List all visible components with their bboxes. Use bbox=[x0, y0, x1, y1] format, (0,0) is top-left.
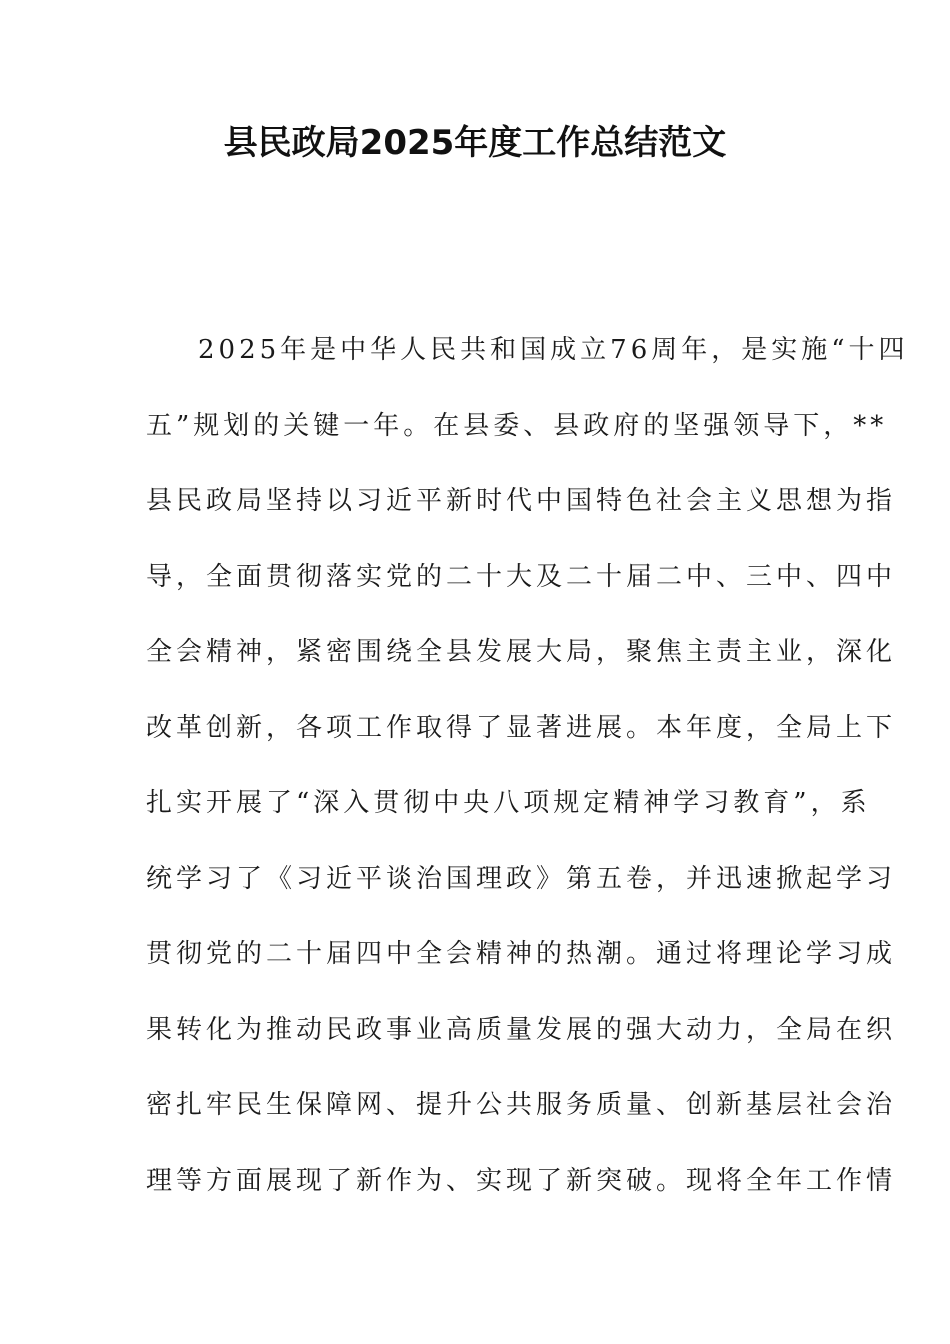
body-line-8: 统学习了《习近平谈治国理政》第五卷，并迅速掀起学习 bbox=[146, 863, 897, 894]
body-line-1: 2025年是中华人民共和国成立76周年，是实施“十四 bbox=[198, 335, 909, 365]
body-line-7: 扎实开展了“深入贯彻中央八项规定精神学习教育”，系 bbox=[146, 788, 871, 818]
body-line-2: 五”规划的关键一年。在县委、县政府的坚强领导下，** bbox=[146, 410, 888, 441]
body-line-3: 县民政局坚持以习近平新时代中国特色社会主义思想为指 bbox=[146, 486, 897, 516]
body-line-10: 果转化为推动民政事业高质量发展的强大动力，全局在织 bbox=[146, 1014, 897, 1045]
body-line-4: 导，全面贯彻落实党的二十大及二十届二中、三中、四中 bbox=[146, 561, 897, 592]
body-line-9: 贯彻党的二十届四中全会精神的热潮。通过将理论学习成 bbox=[146, 939, 897, 969]
body-line-11: 密扎牢民生保障网、提升公共服务质量、创新基层社会治 bbox=[146, 1090, 897, 1120]
body-line-6: 改革创新，各项工作取得了显著进展。本年度，全局上下 bbox=[146, 712, 897, 743]
document-title: 县民政局2025年度工作总结范文 bbox=[223, 123, 727, 163]
body-line-5: 全会精神，紧密围绕全县发展大局，聚焦主责主业，深化 bbox=[146, 637, 897, 667]
body-line-12: 理等方面展现了新作为、实现了新突破。现将全年工作情 bbox=[146, 1165, 897, 1196]
document-body bbox=[146, 330, 909, 1236]
